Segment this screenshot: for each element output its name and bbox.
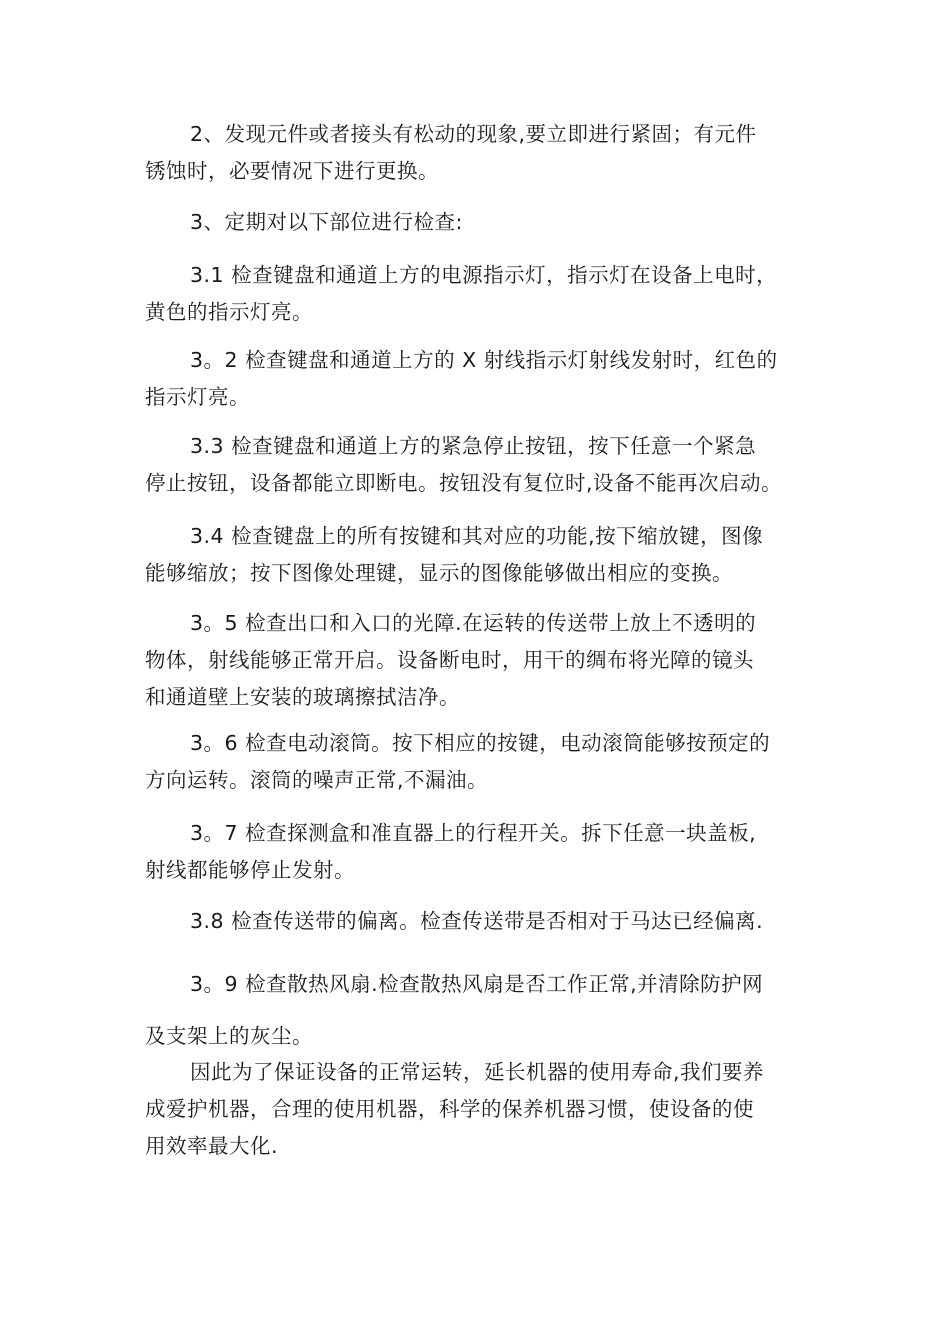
paragraph-3-5 <box>145 605 817 716</box>
paragraph-3-9 <box>145 966 817 1003</box>
text-line: 能够缩放；按下图像处理键，显示的图像能够做出相应的变换。 <box>145 561 733 585</box>
text-line: 物体，射线能够正常开启。设备断电时，用干的绸布将光障的镜头 <box>145 648 754 672</box>
paragraph-3-2 <box>145 342 817 416</box>
text-line: 3。2 检查键盘和通道上方的 X 射线指示灯射线发射时，红色的 <box>190 348 778 372</box>
text-line: 锈蚀时，必要情况下进行更换。 <box>145 159 439 183</box>
paragraph-2 <box>145 116 817 190</box>
paragraph-3-3 <box>145 428 817 502</box>
paragraph-3-8 <box>145 903 817 940</box>
text-line: 停止按钮，设备都能立即断电。按钮没有复位时,设备不能再次启动。 <box>145 471 783 495</box>
text-line: 2、发现元件或者接头有松动的现象,要立即进行紧固；有元件 <box>190 122 757 146</box>
text-line: 成爱护机器，合理的使用机器，科学的保养机器习惯，使设备的使 <box>145 1097 754 1121</box>
text-line: 黄色的指示灯亮。 <box>145 300 313 324</box>
paragraph-3-7 <box>145 815 817 889</box>
text-line: 3.8 检查传送带的偏离。检查传送带是否相对于马达已经偏离. <box>190 909 764 933</box>
text-line: 射线都能够停止发射。 <box>145 858 355 882</box>
text-line: 3、定期对以下部位进行检查: <box>190 210 463 234</box>
text-line: 和通道壁上安装的玻璃擦拭洁净。 <box>145 685 460 709</box>
text-line: 3.1 检查键盘和通道上方的电源指示灯，指示灯在设备上电时， <box>190 263 778 287</box>
paragraph-3-4 <box>145 518 817 592</box>
text-line: 3。7 检查探测盒和准直器上的行程开关。拆下任意一块盖板, <box>190 821 757 845</box>
paragraph-3-6 <box>145 725 817 799</box>
paragraph-3-9-continued <box>145 1018 817 1055</box>
text-line: 3。5 检查出口和入口的光障.在运转的传送带上放上不透明的 <box>190 611 757 635</box>
text-line: 及支架上的灰尘。 <box>145 1024 313 1048</box>
text-line: 指示灯亮。 <box>145 385 250 409</box>
text-line: 用效率最大化. <box>145 1134 279 1158</box>
text-line: 因此为了保证设备的正常运转，延长机器的使用寿命,我们要养 <box>190 1060 765 1084</box>
paragraph-3 <box>145 204 817 241</box>
text-line: 3。9 检查散热风扇.检查散热风扇是否工作正常,并清除防护网 <box>190 972 764 996</box>
text-line: 3.3 检查键盘和通道上方的紧急停止按钮，按下任意一个紧急 <box>190 434 757 458</box>
paragraph-3-1 <box>145 257 817 331</box>
text-line: 3。6 检查电动滚筒。按下相应的按键，电动滚筒能够按预定的 <box>190 731 771 755</box>
text-line: 3.4 检查键盘上的所有按键和其对应的功能,按下缩放键，图像 <box>190 524 764 548</box>
text-line: 方向运转。滚筒的噪声正常,不漏油。 <box>145 768 489 792</box>
paragraph-conclusion <box>145 1054 817 1165</box>
